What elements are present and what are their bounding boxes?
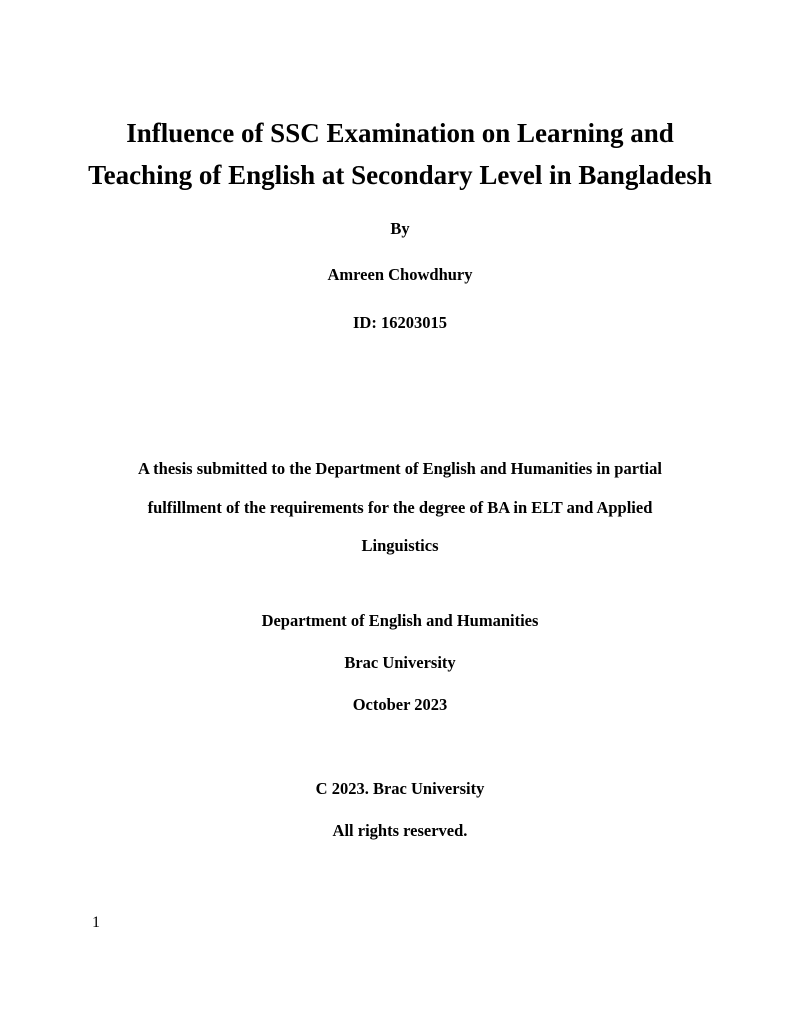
thesis-statement-line-1: A thesis submitted to the Department of English and Humanities in partial: [138, 459, 662, 478]
page-number: 1: [92, 914, 100, 931]
thesis-statement-line-2: fulfillment of the requirements for the degree of BA in ELT and Applied: [147, 497, 653, 517]
thesis-statement: [90, 458, 710, 574]
thesis-title-line-2: Teaching of English at Secondary Level in Bangladesh: [88, 160, 712, 190]
thesis-statement-line-3: Linguistics: [361, 536, 439, 555]
university-name: Brac University: [344, 653, 456, 672]
author-name: Amreen Chowdhury: [327, 265, 473, 284]
by-label: By: [390, 219, 410, 238]
copyright-notice: C 2023. Brac University: [315, 779, 485, 798]
department-name: Department of English and Humanities: [261, 611, 539, 630]
submission-date: October 2023: [352, 695, 448, 714]
student-id: ID: 16203015: [353, 313, 447, 332]
thesis-title-line-1: Influence of SSC Examination on Learning and: [126, 118, 674, 148]
rights-statement: All rights reserved.: [332, 821, 468, 840]
